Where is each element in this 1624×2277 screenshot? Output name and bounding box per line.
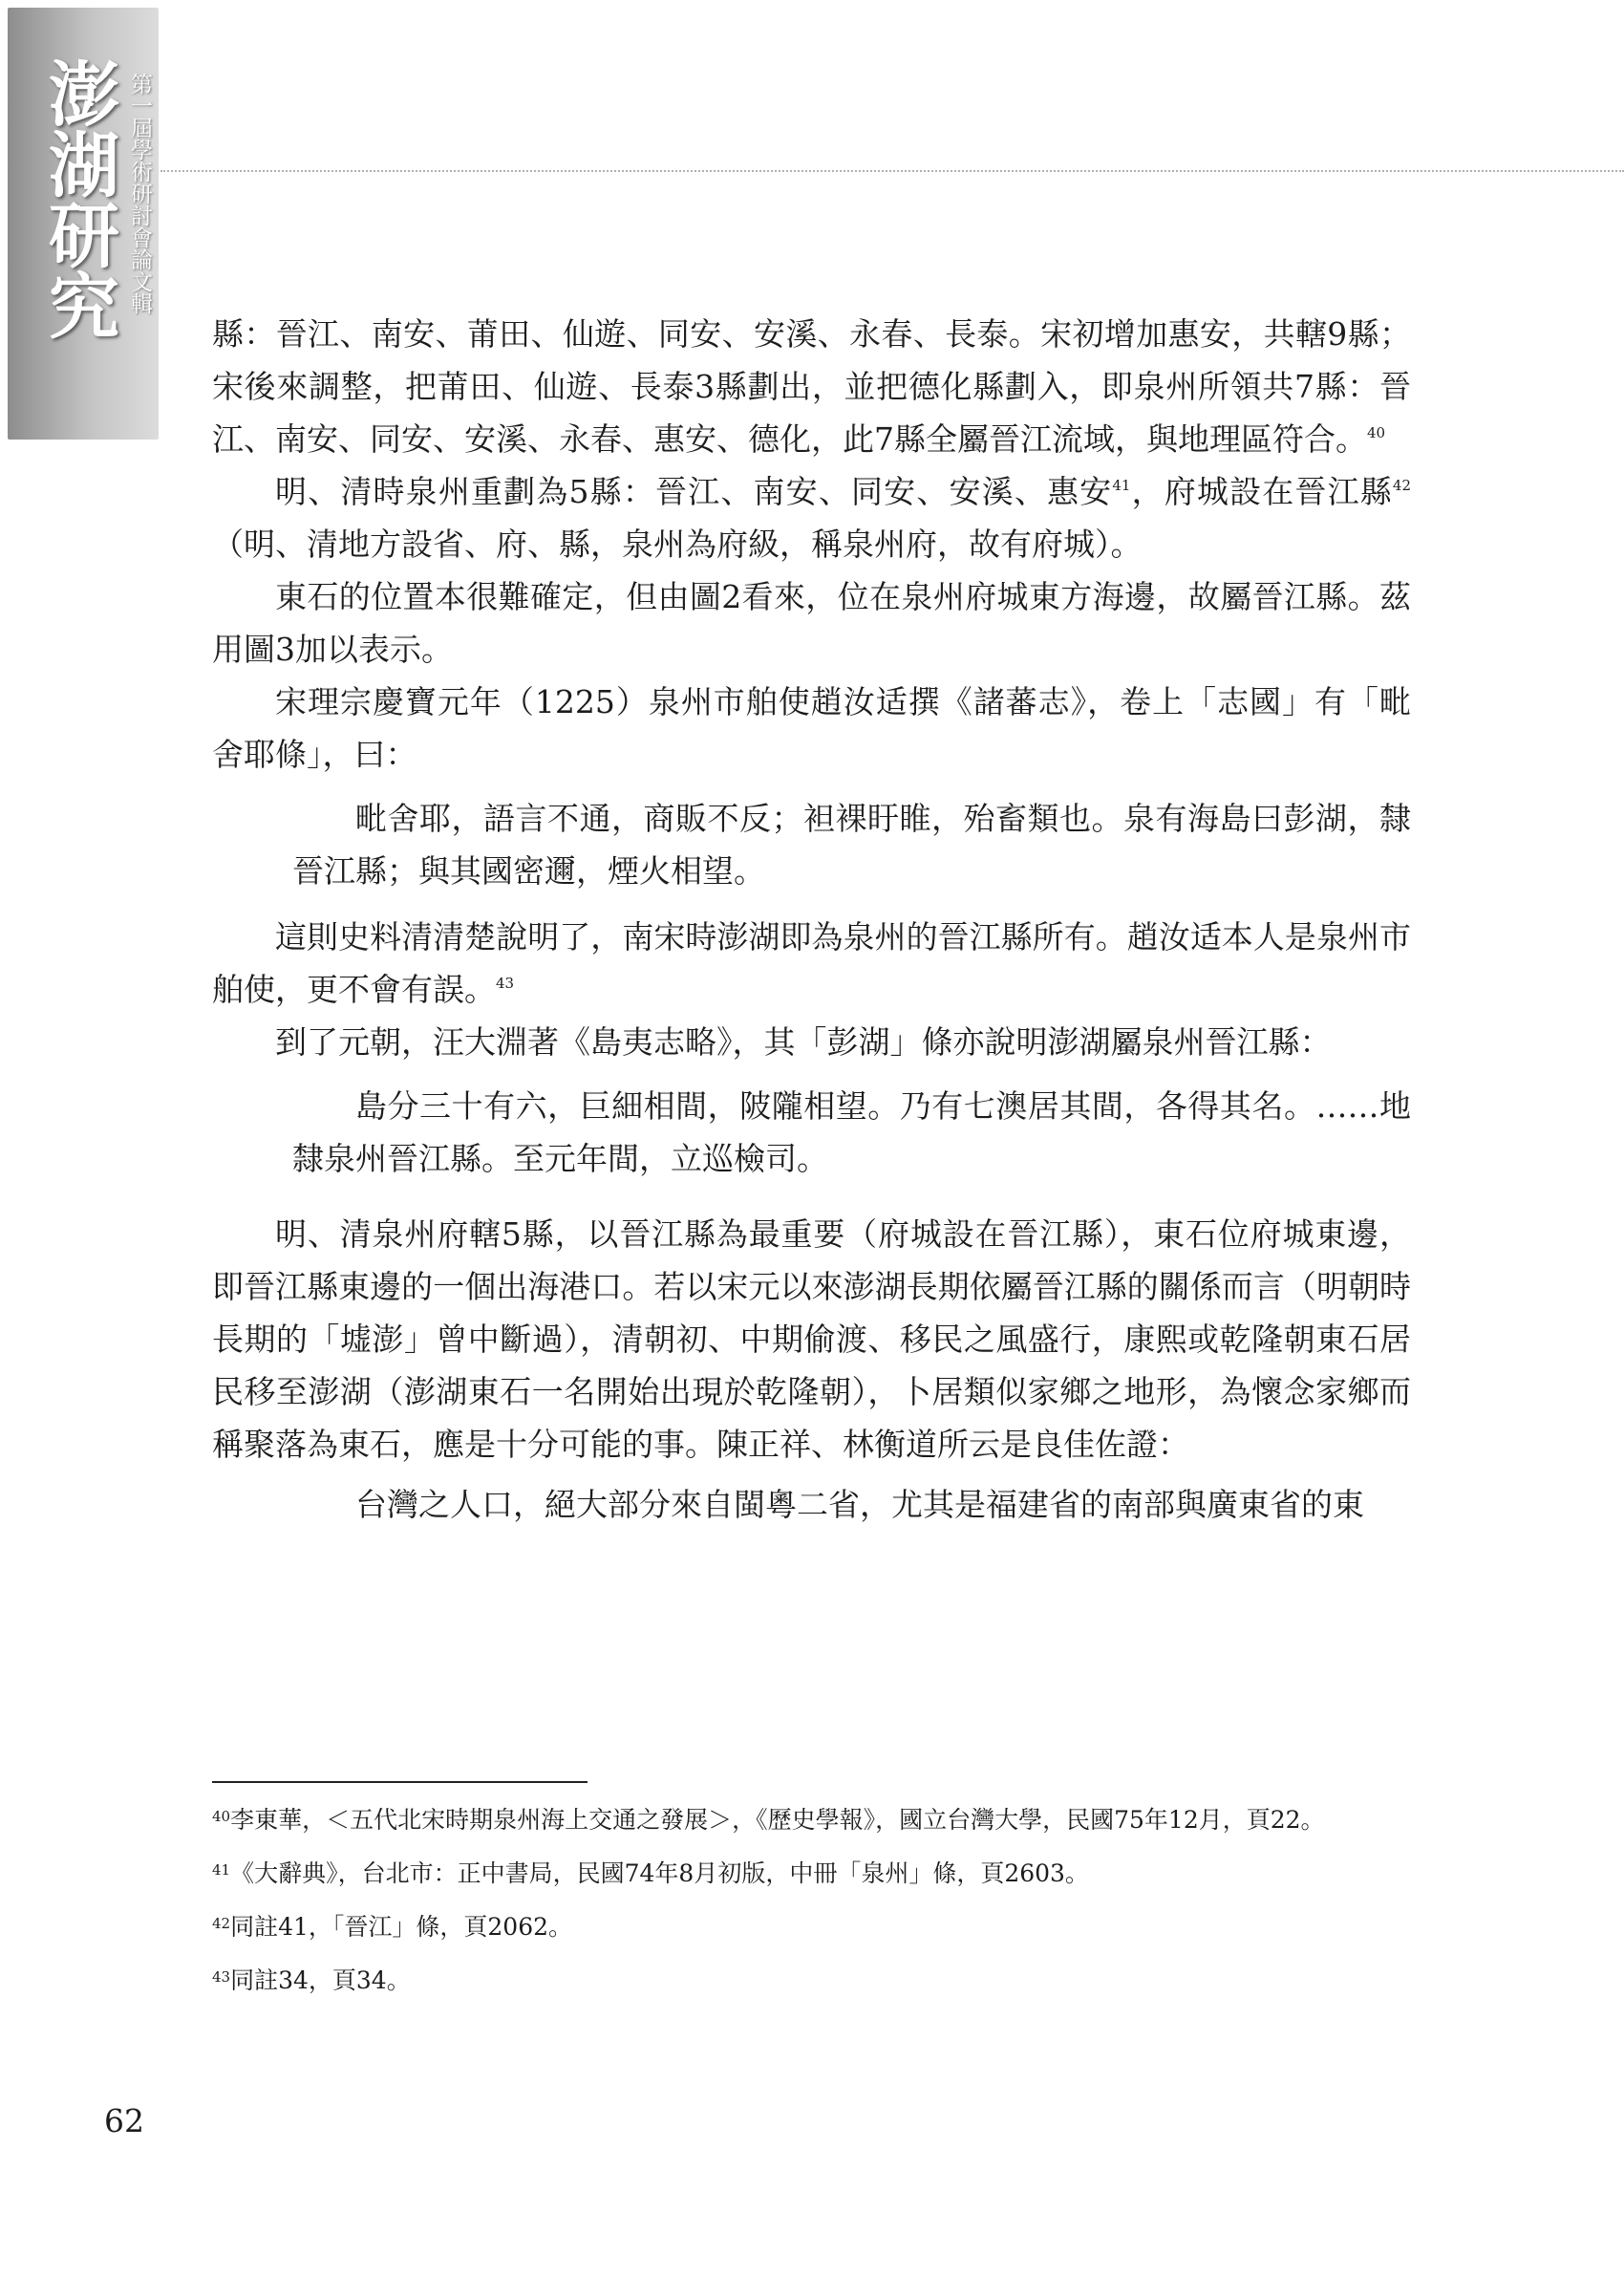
main-text: [212, 308, 1411, 1531]
paragraph-5: 這則史料清清楚說明了，南宋時澎湖即為泉州的晉江縣所有。趙汝适本人是泉州市舶使，更不會有誤。$^{43}$: [212, 918, 1411, 1008]
footnote-ref-42[interactable]: 42: [1392, 477, 1412, 494]
footnote-ref-41[interactable]: 41: [1112, 477, 1131, 494]
paragraph-1: 縣：晉江、南安、莆田、仙遊、同安、安溪、永春、長泰。宋初增加惠安，共轄9縣；宋後來調整，把莆田、仙遊、長泰3縣劃出，並把德化縣劃入，即泉州所領共7縣：晉江、南安、同安、安溪、永春、惠安、德化，此7縣全屬晉江流域，與地理區符合。$^{40}$: [212, 315, 1411, 458]
block-quote-2: 島分三十有六，巨細相間，陂隴相望。乃有七澳居其間，各得其名。……地隸泉州晉江縣。至元年間，立巡檢司。: [292, 1087, 1411, 1177]
header-dotted-line: [160, 170, 1624, 172]
side-tab-title: 澎湖研究: [37, 57, 119, 340]
footnotes: [212, 1801, 1411, 2015]
paragraph-7: 明、清泉州府轄5縣，以晉江縣為最重要（府城設在晉江縣），東石位府城東邊，即晉江縣東邊的一個出海港口。若以宋元以來澎湖長期依屬晉江縣的關係而言（明朝時長期的「墟澎」曾中斷過），清朝初、中期偷渡、移民之風盛行，康熙或乾隆朝東石居民移至澎湖（澎湖東石一名開始出現於乾隆朝），卜居類似家鄉之地形，為懷念家鄉而稱聚落為東石，應是十分可能的事。陳正祥、林衡道所云是良佳佐證：: [212, 1215, 1411, 1463]
footnote-40: $^{40}$李東華，＜五代北宋時期泉州海上交通之發展＞，《歷史學報》，國立台灣大學，民國75年12月，頁22。: [212, 1806, 1325, 1834]
footnote-ref-43[interactable]: 43: [496, 975, 515, 992]
paragraph-2: 明、清時泉州重劃為5縣：晉江、南安、同安、安溪、惠安$^{41}$，府城設在晉江縣$^{42}$（明、清地方設省、府、縣，泉州為府級，稱泉州府，故有府城）。: [212, 473, 1412, 563]
block-quote-3: 台灣之人口，絕大部分來自閩粵二省，尤其是福建省的南部與廣東省的東: [355, 1486, 1364, 1523]
footnote-separator: [212, 1781, 588, 1783]
footnote-42: $^{42}$同註41，「晉江」條，頁2062。: [212, 1913, 573, 1941]
side-tab-subtitle: 第一屆學術研討會論文輯: [127, 73, 152, 314]
paragraph-6: 到了元朝，汪大淵著《島夷志略》，其「彭湖」條亦說明澎湖屬泉州晉江縣：: [275, 1023, 1332, 1061]
footnote-41: $^{41}$《大辭典》，台北市：正中書局，民國74年8月初版，中冊「泉州」條，頁2603。: [212, 1859, 1089, 1887]
paragraph-3: 東石的位置本很難確定，但由圖2看來，位在泉州府城東方海邊，故屬晉江縣。茲用圖3加以表示。: [212, 578, 1411, 668]
block-quote-1: 毗舍耶，語言不通，商販不反；袒裸盱睢，殆畜類也。泉有海島曰彭湖，隸晉江縣；與其國密邇，煙火相望。: [292, 800, 1411, 890]
footnote-ref-40[interactable]: 40: [1367, 424, 1386, 441]
footnote-43: $^{43}$同註34，頁34。: [212, 1966, 411, 1994]
page-number: 62: [104, 2102, 144, 2139]
paragraph-4: 宋理宗慶寶元年（1225）泉州市舶使趙汝适撰《諸蕃志》，卷上「志國」有「毗舍耶條」，曰：: [212, 683, 1411, 773]
